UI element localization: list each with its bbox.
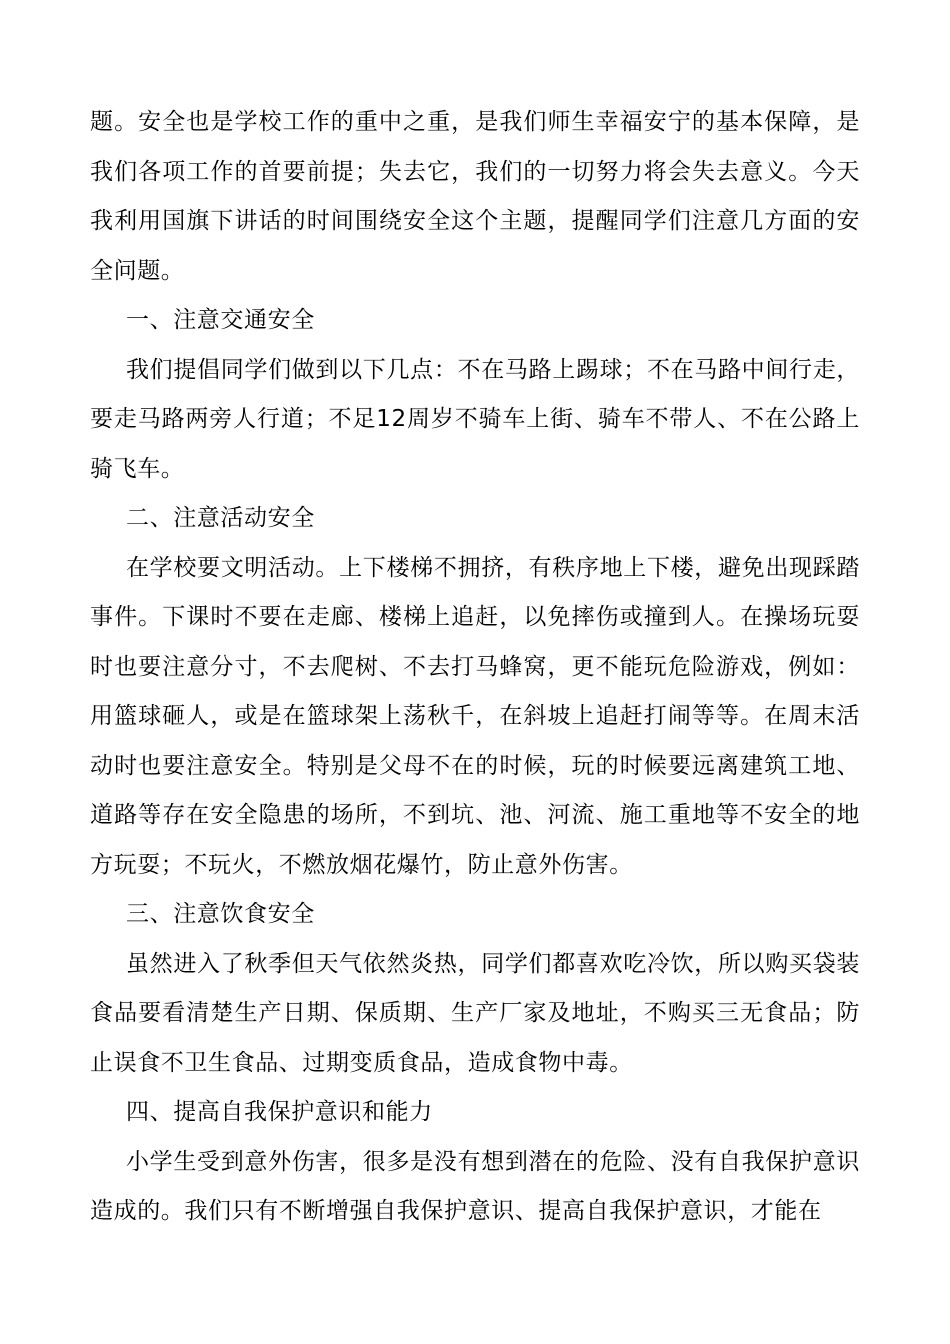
paragraph-activity-safety: 在学校要文明活动。上下楼梯不拥挤，有秩序地上下楼，避免出现踩踏事件。下课时不要在走廊、楼梯上追赶，以免摔伤或撞到人。在操场玩耍时也要注意分寸，不去爬树、不去打马蜂窝，更不能玩危险游戏，例如：用篮球砸人，或是在篮球架上荡秋千，在斜坡上追赶打闹等等。在周末活动时也要注意安全。特别是父母不在的时候，玩的时候要远离建筑工地、道路等存在安全隐患的场所，不到坑、池、河流、施工重地等不安全的地方玩耍；不玩火，不燃放烟花爆竹，防止意外伤害。 xyxy=(90,554,860,878)
document-page xyxy=(90,98,860,1237)
heading-self-protection: 四、提高自我保护意识和能力 xyxy=(126,1099,433,1125)
heading-traffic-safety: 一、注意交通安全 xyxy=(126,307,315,333)
heading-food-safety: 三、注意饮食安全 xyxy=(126,901,315,927)
heading-activity-safety: 二、注意活动安全 xyxy=(126,505,315,531)
paragraph-continuation: 题。安全也是学校工作的重中之重，是我们师生幸福安宁的基本保障，是我们各项工作的首要前提；失去它，我们的一切努力将会失去意义。今天我利用国旗下讲话的时间围绕安全这个主题，提醒同学们注意几方面的安全问题。 xyxy=(90,109,860,284)
paragraph-self-protection: 小学生受到意外伤害，很多是没有想到潜在的危险、没有自我保护意识造成的。我们只有不断增强自我保护意识、提高自我保护意识，才能在 xyxy=(90,1148,860,1224)
paragraph-food-safety: 虽然进入了秋季但天气依然炎热，同学们都喜欢吃冷饮，所以购买袋装食品要看清楚生产日期、保质期、生产厂家及地址，不购买三无食品；防止误食不卫生食品、过期变质食品，造成食物中毒。 xyxy=(90,950,860,1076)
paragraph-traffic-safety: 我们提倡同学们做到以下几点：不在马路上踢球；不在马路中间行走，要走马路两旁人行道；不足12周岁不骑车上街、骑车不带人、不在公路上骑飞车。 xyxy=(90,356,860,482)
